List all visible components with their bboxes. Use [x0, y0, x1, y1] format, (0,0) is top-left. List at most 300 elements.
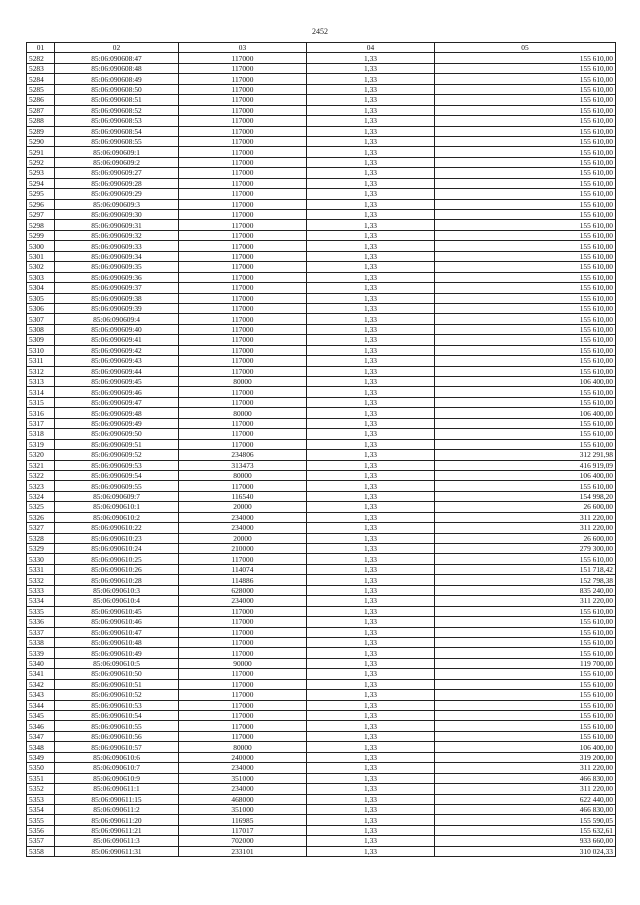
cadastral-number-cell: 85:06:090610:24 — [55, 544, 179, 554]
value-cell: 155 610,00 — [435, 721, 616, 731]
cadastral-number-cell: 85:06:090609:51 — [55, 439, 179, 449]
row-number-cell: 5283 — [27, 63, 55, 73]
coefficient-cell: 1,33 — [307, 784, 435, 794]
area-cell: 117000 — [179, 303, 307, 313]
cadastral-number-cell: 85:06:090610:49 — [55, 648, 179, 658]
cadastral-number-cell: 85:06:090610:47 — [55, 627, 179, 637]
cadastral-number-cell: 85:06:090610:5 — [55, 658, 179, 668]
value-cell: 155 610,00 — [435, 262, 616, 272]
area-cell: 117000 — [179, 178, 307, 188]
column-header: 01 — [27, 43, 55, 53]
cadastral-number-cell: 85:06:090609:50 — [55, 429, 179, 439]
value-cell: 155 610,00 — [435, 439, 616, 449]
coefficient-cell: 1,33 — [307, 585, 435, 595]
cadastral-number-cell: 85:06:090608:52 — [55, 105, 179, 115]
area-cell: 628000 — [179, 585, 307, 595]
value-cell: 155 610,00 — [435, 74, 616, 84]
cadastral-number-cell: 85:06:090608:54 — [55, 126, 179, 136]
row-number-cell: 5351 — [27, 773, 55, 783]
value-cell: 310 024,33 — [435, 846, 616, 856]
value-cell: 106 400,00 — [435, 470, 616, 480]
coefficient-cell: 1,33 — [307, 502, 435, 512]
coefficient-cell: 1,33 — [307, 84, 435, 94]
table-row — [27, 314, 616, 324]
row-number-cell: 5336 — [27, 617, 55, 627]
cadastral-number-cell: 85:06:090609:40 — [55, 324, 179, 334]
row-number-cell: 5306 — [27, 303, 55, 313]
coefficient-cell: 1,33 — [307, 178, 435, 188]
cadastral-number-cell: 85:06:090609:46 — [55, 387, 179, 397]
value-cell: 155 610,00 — [435, 220, 616, 230]
row-number-cell: 5310 — [27, 345, 55, 355]
coefficient-cell: 1,33 — [307, 523, 435, 533]
area-cell: 313473 — [179, 460, 307, 470]
table-row — [27, 168, 616, 178]
row-number-cell: 5282 — [27, 53, 55, 63]
value-cell: 933 660,00 — [435, 836, 616, 846]
row-number-cell: 5287 — [27, 105, 55, 115]
row-number-cell: 5301 — [27, 251, 55, 261]
area-cell: 117000 — [179, 481, 307, 491]
area-cell: 117000 — [179, 731, 307, 741]
table-row — [27, 658, 616, 668]
table-row — [27, 283, 616, 293]
coefficient-cell: 1,33 — [307, 303, 435, 313]
area-cell: 117000 — [179, 335, 307, 345]
table-row — [27, 815, 616, 825]
row-number-cell: 5300 — [27, 241, 55, 251]
value-cell: 155 610,00 — [435, 690, 616, 700]
table-row — [27, 53, 616, 63]
value-cell: 155 610,00 — [435, 627, 616, 637]
row-number-cell: 5320 — [27, 450, 55, 460]
row-number-cell: 5295 — [27, 189, 55, 199]
area-cell: 117000 — [179, 241, 307, 251]
row-number-cell: 5328 — [27, 533, 55, 543]
coefficient-cell: 1,33 — [307, 230, 435, 240]
area-cell: 351000 — [179, 804, 307, 814]
coefficient-cell: 1,33 — [307, 126, 435, 136]
value-cell: 155 610,00 — [435, 84, 616, 94]
coefficient-cell: 1,33 — [307, 418, 435, 428]
cadastral-number-cell: 85:06:090610:50 — [55, 669, 179, 679]
area-cell: 117000 — [179, 157, 307, 167]
table-row — [27, 84, 616, 94]
cadastral-number-cell: 85:06:090609:45 — [55, 377, 179, 387]
table-row — [27, 575, 616, 585]
cadastral-number-cell: 85:06:090610:23 — [55, 533, 179, 543]
table-row — [27, 272, 616, 282]
table-row — [27, 210, 616, 220]
cadastral-number-cell: 85:06:090609:55 — [55, 481, 179, 491]
coefficient-cell: 1,33 — [307, 491, 435, 501]
row-number-cell: 5305 — [27, 293, 55, 303]
area-cell: 117000 — [179, 679, 307, 689]
coefficient-cell: 1,33 — [307, 293, 435, 303]
table-row — [27, 74, 616, 84]
table-row — [27, 544, 616, 554]
cadastral-number-cell: 85:06:090610:3 — [55, 585, 179, 595]
value-cell: 155 610,00 — [435, 126, 616, 136]
value-cell: 835 240,00 — [435, 585, 616, 595]
table-row — [27, 763, 616, 773]
row-number-cell: 5322 — [27, 470, 55, 480]
area-cell: 117000 — [179, 126, 307, 136]
area-cell: 117000 — [179, 74, 307, 84]
coefficient-cell: 1,33 — [307, 377, 435, 387]
area-cell: 234806 — [179, 450, 307, 460]
coefficient-cell: 1,33 — [307, 721, 435, 731]
area-cell: 210000 — [179, 544, 307, 554]
table-row — [27, 189, 616, 199]
coefficient-cell: 1,33 — [307, 147, 435, 157]
value-cell: 106 400,00 — [435, 377, 616, 387]
cadastral-number-cell: 85:06:090610:22 — [55, 523, 179, 533]
coefficient-cell: 1,33 — [307, 63, 435, 73]
table-row — [27, 502, 616, 512]
coefficient-cell: 1,33 — [307, 136, 435, 146]
area-cell: 234000 — [179, 512, 307, 522]
table-row — [27, 345, 616, 355]
row-number-cell: 5302 — [27, 262, 55, 272]
table-row — [27, 648, 616, 658]
cadastral-number-cell: 85:06:090609:7 — [55, 491, 179, 501]
area-cell: 117000 — [179, 429, 307, 439]
area-cell: 117000 — [179, 230, 307, 240]
area-cell: 702000 — [179, 836, 307, 846]
area-cell: 234000 — [179, 523, 307, 533]
value-cell: 26 600,00 — [435, 533, 616, 543]
cadastral-number-cell: 85:06:090608:48 — [55, 63, 179, 73]
table-row — [27, 408, 616, 418]
table-header-row — [27, 43, 616, 53]
cadastral-number-cell: 85:06:090609:49 — [55, 418, 179, 428]
area-cell: 117000 — [179, 637, 307, 647]
coefficient-cell: 1,33 — [307, 533, 435, 543]
coefficient-cell: 1,33 — [307, 460, 435, 470]
table-row — [27, 554, 616, 564]
coefficient-cell: 1,33 — [307, 241, 435, 251]
row-number-cell: 5294 — [27, 178, 55, 188]
coefficient-cell: 1,33 — [307, 470, 435, 480]
row-number-cell: 5317 — [27, 418, 55, 428]
table-row — [27, 711, 616, 721]
row-number-cell: 5337 — [27, 627, 55, 637]
area-cell: 234000 — [179, 784, 307, 794]
table-row — [27, 752, 616, 762]
table-row — [27, 679, 616, 689]
area-cell: 117000 — [179, 283, 307, 293]
cadastral-number-cell: 85:06:090611:2 — [55, 804, 179, 814]
row-number-cell: 5319 — [27, 439, 55, 449]
value-cell: 155 610,00 — [435, 345, 616, 355]
cadastral-number-cell: 85:06:090610:57 — [55, 742, 179, 752]
row-number-cell: 5321 — [27, 460, 55, 470]
coefficient-cell: 1,33 — [307, 397, 435, 407]
cadastral-number-cell: 85:06:090608:55 — [55, 136, 179, 146]
area-cell: 117000 — [179, 648, 307, 658]
area-cell: 114886 — [179, 575, 307, 585]
cadastral-number-cell: 85:06:090609:37 — [55, 283, 179, 293]
table-row — [27, 690, 616, 700]
cadastral-number-cell: 85:06:090610:48 — [55, 637, 179, 647]
column-header: 04 — [307, 43, 435, 53]
value-cell: 155 610,00 — [435, 230, 616, 240]
coefficient-cell: 1,33 — [307, 481, 435, 491]
row-number-cell: 5289 — [27, 126, 55, 136]
coefficient-cell: 1,33 — [307, 356, 435, 366]
row-number-cell: 5325 — [27, 502, 55, 512]
table-row — [27, 731, 616, 741]
table-row — [27, 418, 616, 428]
value-cell: 155 610,00 — [435, 95, 616, 105]
cadastral-number-cell: 85:06:090610:51 — [55, 679, 179, 689]
coefficient-cell: 1,33 — [307, 658, 435, 668]
coefficient-cell: 1,33 — [307, 116, 435, 126]
row-number-cell: 5291 — [27, 147, 55, 157]
coefficient-cell: 1,33 — [307, 345, 435, 355]
value-cell: 155 610,00 — [435, 617, 616, 627]
table-row — [27, 63, 616, 73]
area-cell: 80000 — [179, 742, 307, 752]
row-number-cell: 5348 — [27, 742, 55, 752]
row-number-cell: 5345 — [27, 711, 55, 721]
cadastral-number-cell: 85:06:090608:49 — [55, 74, 179, 84]
table-row — [27, 846, 616, 856]
table-row — [27, 596, 616, 606]
row-number-cell: 5308 — [27, 324, 55, 334]
row-number-cell: 5339 — [27, 648, 55, 658]
area-cell: 117000 — [179, 84, 307, 94]
table-row — [27, 450, 616, 460]
cadastral-number-cell: 85:06:090609:27 — [55, 168, 179, 178]
coefficient-cell: 1,33 — [307, 408, 435, 418]
coefficient-cell: 1,33 — [307, 157, 435, 167]
table-row — [27, 105, 616, 115]
value-cell: 311 220,00 — [435, 784, 616, 794]
cadastral-number-cell: 85:06:090610:46 — [55, 617, 179, 627]
value-cell: 155 632,61 — [435, 825, 616, 835]
area-cell: 117000 — [179, 324, 307, 334]
area-cell: 234000 — [179, 763, 307, 773]
page-number: 2452 — [312, 27, 328, 36]
row-number-cell: 5299 — [27, 230, 55, 240]
row-number-cell: 5344 — [27, 700, 55, 710]
area-cell: 80000 — [179, 408, 307, 418]
cadastral-number-cell: 85:06:090609:43 — [55, 356, 179, 366]
value-cell: 155 610,00 — [435, 105, 616, 115]
value-cell: 155 610,00 — [435, 418, 616, 428]
cadastral-number-cell: 85:06:090608:53 — [55, 116, 179, 126]
area-cell: 240000 — [179, 752, 307, 762]
area-cell: 117000 — [179, 262, 307, 272]
row-number-cell: 5357 — [27, 836, 55, 846]
table-row — [27, 481, 616, 491]
value-cell: 106 400,00 — [435, 742, 616, 752]
value-cell: 155 610,00 — [435, 210, 616, 220]
value-cell: 119 700,00 — [435, 658, 616, 668]
row-number-cell: 5338 — [27, 637, 55, 647]
row-number-cell: 5284 — [27, 74, 55, 84]
row-number-cell: 5352 — [27, 784, 55, 794]
area-cell: 234000 — [179, 596, 307, 606]
row-number-cell: 5343 — [27, 690, 55, 700]
area-cell: 117000 — [179, 272, 307, 282]
area-cell: 117000 — [179, 617, 307, 627]
value-cell: 155 610,00 — [435, 116, 616, 126]
value-cell: 466 830,00 — [435, 773, 616, 783]
cadastral-number-cell: 85:06:090609:38 — [55, 293, 179, 303]
row-number-cell: 5341 — [27, 669, 55, 679]
area-cell: 117000 — [179, 293, 307, 303]
value-cell: 152 798,38 — [435, 575, 616, 585]
area-cell: 90000 — [179, 658, 307, 668]
table-row — [27, 606, 616, 616]
row-number-cell: 5356 — [27, 825, 55, 835]
coefficient-cell: 1,33 — [307, 429, 435, 439]
value-cell: 155 590,05 — [435, 815, 616, 825]
coefficient-cell: 1,33 — [307, 189, 435, 199]
cadastral-number-cell: 85:06:090609:52 — [55, 450, 179, 460]
table-row — [27, 366, 616, 376]
area-cell: 117000 — [179, 199, 307, 209]
value-cell: 311 220,00 — [435, 523, 616, 533]
row-number-cell: 5288 — [27, 116, 55, 126]
value-cell: 151 718,42 — [435, 564, 616, 574]
area-cell: 117000 — [179, 554, 307, 564]
coefficient-cell: 1,33 — [307, 210, 435, 220]
coefficient-cell: 1,33 — [307, 742, 435, 752]
row-number-cell: 5334 — [27, 596, 55, 606]
table-row — [27, 397, 616, 407]
coefficient-cell: 1,33 — [307, 554, 435, 564]
area-cell: 117000 — [179, 189, 307, 199]
row-number-cell: 5292 — [27, 157, 55, 167]
cadastral-number-cell: 85:06:090609:54 — [55, 470, 179, 480]
value-cell: 416 919,09 — [435, 460, 616, 470]
value-cell: 106 400,00 — [435, 408, 616, 418]
coefficient-cell: 1,33 — [307, 731, 435, 741]
table-row — [27, 523, 616, 533]
value-cell: 622 440,00 — [435, 794, 616, 804]
area-cell: 117000 — [179, 116, 307, 126]
area-cell: 117000 — [179, 210, 307, 220]
row-number-cell: 5318 — [27, 429, 55, 439]
coefficient-cell: 1,33 — [307, 679, 435, 689]
area-cell: 117000 — [179, 168, 307, 178]
table-row — [27, 784, 616, 794]
coefficient-cell: 1,33 — [307, 262, 435, 272]
table-row — [27, 178, 616, 188]
table-row — [27, 230, 616, 240]
area-cell: 117017 — [179, 825, 307, 835]
cadastral-number-cell: 85:06:090609:2 — [55, 157, 179, 167]
coefficient-cell: 1,33 — [307, 251, 435, 261]
area-cell: 116540 — [179, 491, 307, 501]
coefficient-cell: 1,33 — [307, 700, 435, 710]
row-number-cell: 5297 — [27, 210, 55, 220]
coefficient-cell: 1,33 — [307, 335, 435, 345]
cadastral-number-cell: 85:06:090611:20 — [55, 815, 179, 825]
cadastral-number-cell: 85:06:090611:3 — [55, 836, 179, 846]
row-number-cell: 5315 — [27, 397, 55, 407]
cadastral-number-cell: 85:06:090610:53 — [55, 700, 179, 710]
table-row — [27, 533, 616, 543]
area-cell: 117000 — [179, 669, 307, 679]
cadastral-number-cell: 85:06:090609:36 — [55, 272, 179, 282]
coefficient-cell: 1,33 — [307, 596, 435, 606]
value-cell: 155 610,00 — [435, 606, 616, 616]
row-number-cell: 5285 — [27, 84, 55, 94]
row-number-cell: 5350 — [27, 763, 55, 773]
coefficient-cell: 1,33 — [307, 95, 435, 105]
area-cell: 117000 — [179, 345, 307, 355]
coefficient-cell: 1,33 — [307, 804, 435, 814]
table-row — [27, 293, 616, 303]
area-cell: 117000 — [179, 95, 307, 105]
row-number-cell: 5327 — [27, 523, 55, 533]
value-cell: 155 610,00 — [435, 366, 616, 376]
table-row — [27, 126, 616, 136]
value-cell: 279 300,00 — [435, 544, 616, 554]
coefficient-cell: 1,33 — [307, 617, 435, 627]
row-number-cell: 5316 — [27, 408, 55, 418]
row-number-cell: 5358 — [27, 846, 55, 856]
data-table — [26, 42, 616, 857]
row-number-cell: 5312 — [27, 366, 55, 376]
table-row — [27, 303, 616, 313]
table-row — [27, 136, 616, 146]
table-row — [27, 157, 616, 167]
area-cell: 117000 — [179, 53, 307, 63]
table-row — [27, 460, 616, 470]
cadastral-number-cell: 85:06:090609:30 — [55, 210, 179, 220]
value-cell: 155 610,00 — [435, 679, 616, 689]
area-cell: 117000 — [179, 220, 307, 230]
value-cell: 155 610,00 — [435, 335, 616, 345]
value-cell: 155 610,00 — [435, 481, 616, 491]
coefficient-cell: 1,33 — [307, 564, 435, 574]
table-row — [27, 825, 616, 835]
cadastral-number-cell: 85:06:090610:54 — [55, 711, 179, 721]
value-cell: 155 610,00 — [435, 189, 616, 199]
area-cell: 351000 — [179, 773, 307, 783]
row-number-cell: 5298 — [27, 220, 55, 230]
cadastral-number-cell: 85:06:090609:35 — [55, 262, 179, 272]
coefficient-cell: 1,33 — [307, 387, 435, 397]
column-header: 02 — [55, 43, 179, 53]
value-cell: 155 610,00 — [435, 283, 616, 293]
coefficient-cell: 1,33 — [307, 815, 435, 825]
value-cell: 155 610,00 — [435, 199, 616, 209]
value-cell: 312 291,98 — [435, 450, 616, 460]
area-cell: 116985 — [179, 815, 307, 825]
column-header: 05 — [435, 43, 616, 53]
table-row — [27, 742, 616, 752]
coefficient-cell: 1,33 — [307, 366, 435, 376]
area-cell: 233101 — [179, 846, 307, 856]
row-number-cell: 5323 — [27, 481, 55, 491]
table-row — [27, 262, 616, 272]
cadastral-number-cell: 85:06:090610:1 — [55, 502, 179, 512]
cadastral-number-cell: 85:06:090609:1 — [55, 147, 179, 157]
coefficient-cell: 1,33 — [307, 575, 435, 585]
coefficient-cell: 1,33 — [307, 763, 435, 773]
row-number-cell: 5309 — [27, 335, 55, 345]
table-row — [27, 429, 616, 439]
value-cell: 155 610,00 — [435, 700, 616, 710]
table-row — [27, 324, 616, 334]
